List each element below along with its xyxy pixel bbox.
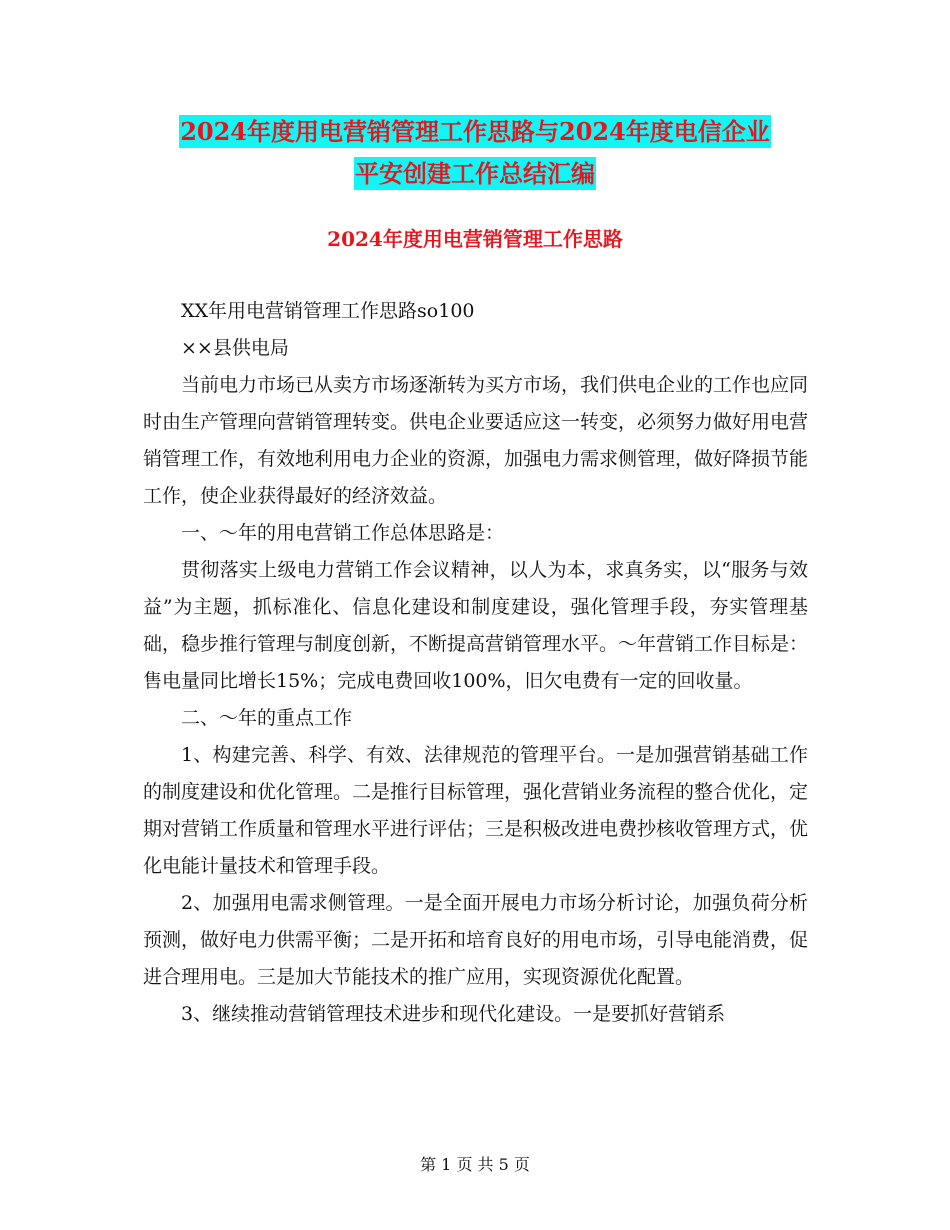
paragraph: XX年用电营销管理工作思路so100: [181, 300, 475, 322]
page-footer: 第 1 页 共 5 页: [420, 1155, 530, 1174]
paragraph: ××县供电局: [181, 337, 289, 359]
document-title-line-2: [0, 154, 950, 194]
paragraph: 一、～年的用电营销工作总体思路是：: [181, 522, 505, 544]
section-title: 2024年度用电营销管理工作思路: [327, 227, 623, 251]
paragraph: 3、继续推动营销管理技术进步和现代化建设。一是要抓好营销系: [181, 1003, 726, 1025]
title-highlight-1: 2024年度用电营销管理工作思路与2024年度电信企业: [180, 117, 770, 146]
paragraph: 贯彻落实上级电力营销工作会议精神，以人为本，求真务实，以“服务与效益”为主题，抓标准化、信息化建设和制度建设，强化管理手段，夯实管理基础，稳步推行管理与制度创新，不断提高营销管理水平。～年营销工作目标是：售电量同比增长15%；完成电费回收100%，旧欠电费有一定的回收量。: [143, 559, 809, 692]
body-text: [143, 293, 808, 1033]
paragraph: 二、～年的重点工作: [181, 707, 353, 729]
paragraph: 1、构建完善、科学、有效、法律规范的管理平台。一是加强营销基础工作的制度建设和优化管理。二是推行目标管理，强化营销业务流程的整合优化，定期对营销工作质量和管理水平进行评估；三是积极改进电费抄核收管理方式，优化电能计量技术和管理手段。: [143, 744, 809, 877]
document-title-line-1: [0, 112, 950, 152]
paragraph: 当前电力市场已从卖方市场逐渐转为买方市场，我们供电企业的工作也应同时由生产管理向营销管理转变。供电企业要适应这一转变，必须努力做好用电营销管理工作，有效地利用电力企业的资源，加强电力需求侧管理，做好降损节能工作，使企业获得最好的经济效益。: [143, 374, 809, 507]
paragraph: 2、加强用电需求侧管理。一是全面开展电力市场分析讨论，加强负荷分析预测，做好电力供需平衡；二是开拓和培育良好的用电市场，引导电能消费，促进合理用电。三是加大节能技术的推广应用，实现资源优化配置。: [143, 892, 809, 988]
title-highlight-2: 平安创建工作总结汇编: [355, 159, 595, 188]
